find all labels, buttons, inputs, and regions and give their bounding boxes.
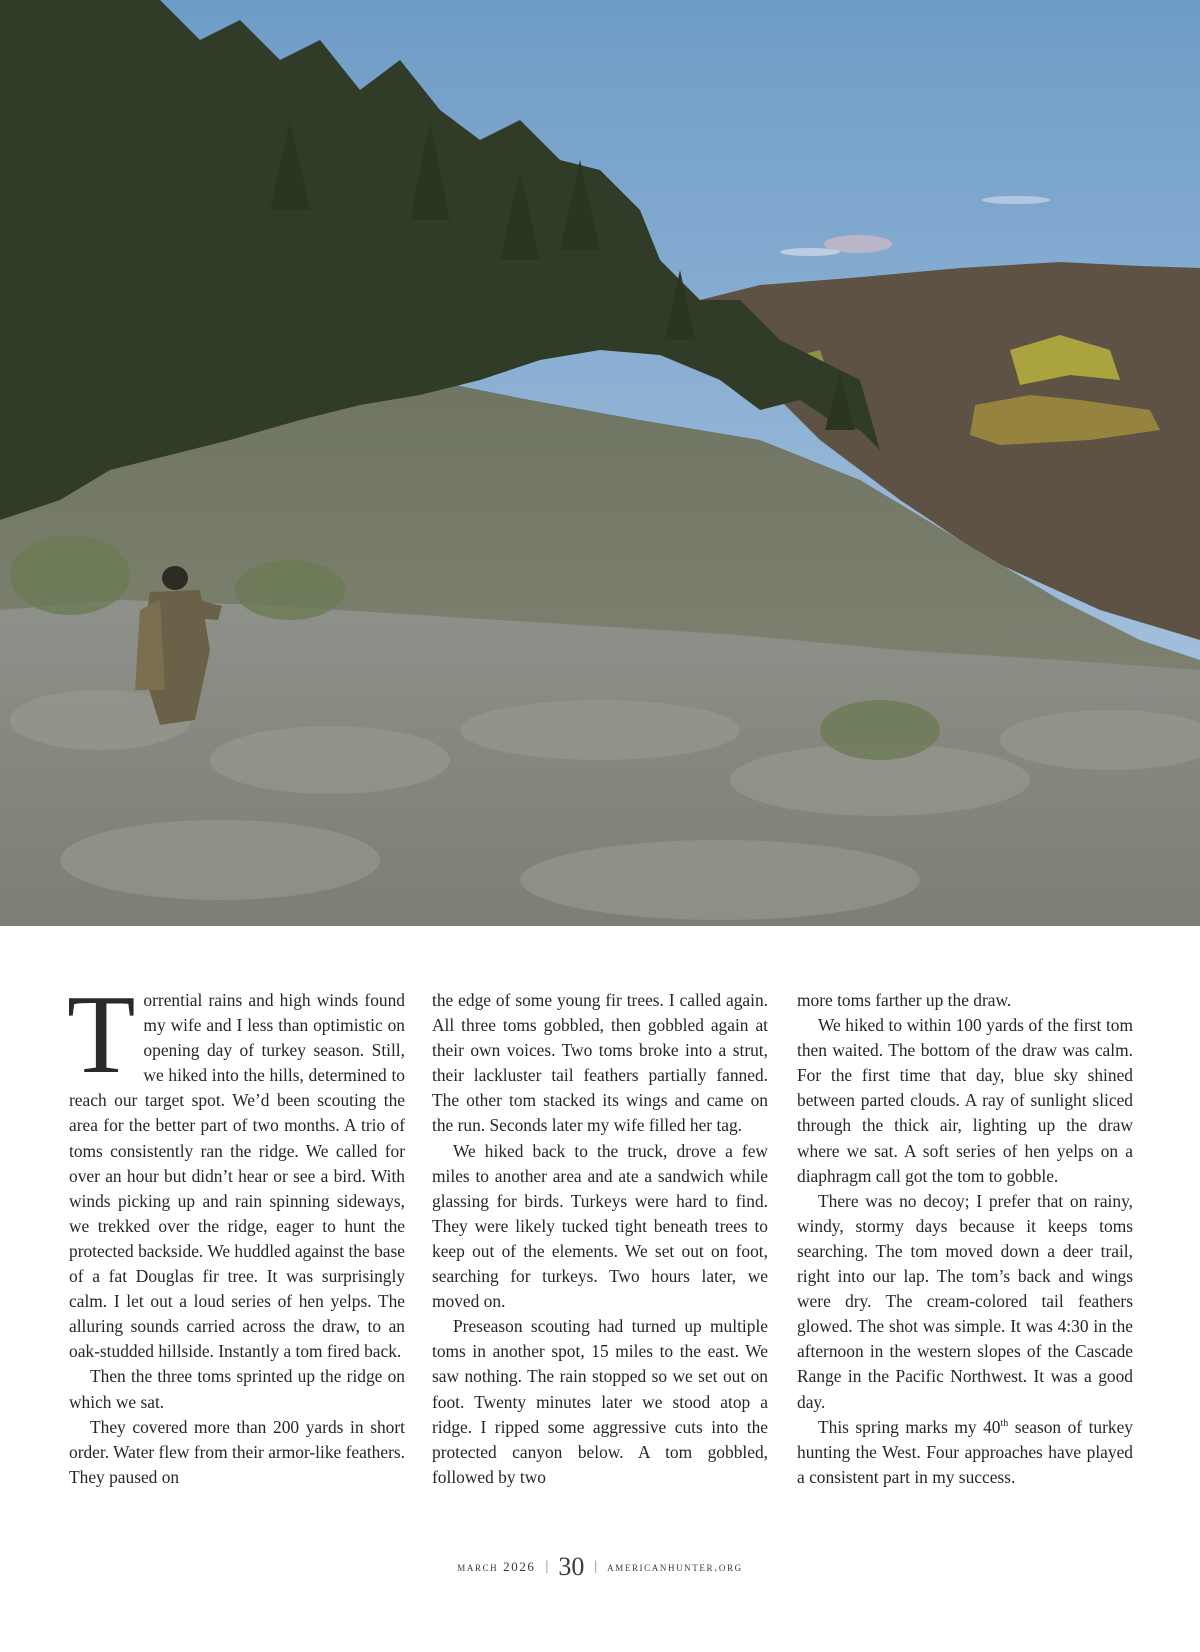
- article-paragraph: We hiked to within 100 yards of the first tom then waited. The bottom of the draw was calm. For the first time that day, blue sky shined between parted clouds. A ray of sunlight sliced through the thick air, lighting up the draw where we sat. A soft series of hen yelps on a diaphragm call got the tom to gobble.: [797, 1015, 1133, 1186]
- ordinal-superscript: th: [1000, 1417, 1009, 1429]
- cloud: [780, 248, 840, 256]
- cloud: [982, 196, 1050, 204]
- article-paragraph: There was no decoy; I prefer that on rainy, windy, stormy days because it keeps toms searching. The tom moved down a deer trail, right into our lap. The tom’s back and wings were dry. The cream-colored tail feathers glowed. The shot was simple. It was 4:30 in the afternoon in the western slopes of the Cascade Range in the Pacific Northwest. It was a good day.: [797, 1190, 1133, 1412]
- paragraph-text: season of turkey hunting the West. Four approaches have played a consistent part in my success.: [797, 1416, 1133, 1487]
- article-column-2: [432, 988, 768, 1490]
- article-column-1: [67, 973, 405, 1490]
- article-paragraph: We hiked back to the truck, drove a few miles to another area and ate a sandwich while glassing for birds. Turkeys were hard to find. They were likely tucked tight beneath trees to keep out of the elements. We set out on foot, searching for turkeys. Two hours later, we moved on.: [432, 1140, 768, 1312]
- paragraph-text: orrential rains and high winds found my wife and I less than optimistic on opening day of turkey season. Still, we hiked into the hills, determined to reach our target spot. We’d been scouting the area for the better part of two months. A trio of toms consistently ran the ridge. We called for over an hour but didn’t hear or see a bird. With winds picking up and rain spinning sideways, we trekked over the ridge, eager to hunt the protected backside. We huddled against the base of a fat Douglas fir tree. It was surprisingly calm. I let out a loud series of hen yelps. The alluring sounds carried across the draw, to an oak-studded hillside. Instantly a tom fired back.: [69, 990, 405, 1362]
- page-footer: [0, 1552, 1200, 1582]
- issue-date: march 2026: [457, 1559, 536, 1574]
- article-paragraph: more toms farther up the draw.: [797, 990, 1012, 1010]
- article-paragraph: They covered more than 200 yards in short order. Water flew from their armor-like feathers. They paused on: [69, 1416, 405, 1487]
- page-number: 30: [558, 1552, 585, 1581]
- article-column-3: [797, 988, 1133, 1490]
- footer-separator: |: [545, 1559, 549, 1574]
- footer-separator: |: [594, 1559, 598, 1574]
- article-paragraph: [797, 1415, 1133, 1490]
- article-paragraph: the edge of some young fir trees. I called again. All three toms gobbled, then gobbled again at their own voices. Two toms broke into a strut, their lackluster tail feathers partially fanned. The other tom stacked its wings and came on the run. Seconds later my wife filled her tag.: [432, 990, 768, 1136]
- website-url: americanhunter.org: [607, 1559, 743, 1574]
- article-paragraph: Then the three toms sprinted up the ridge on which we sat.: [69, 1366, 405, 1412]
- paragraph-text: This spring marks my 40: [818, 1416, 1001, 1437]
- article-paragraph: Preseason scouting had turned up multiple toms in another spot, 15 miles to the east. We saw nothing. The rain stopped so we set out on foot. Twenty minutes later we stood atop a ridge. I ripped some aggressive cuts into the protected canyon below. A tom gobbled, followed by two: [432, 1316, 768, 1487]
- drop-cap: T: [67, 973, 136, 1097]
- article-paragraph: [67, 973, 405, 1364]
